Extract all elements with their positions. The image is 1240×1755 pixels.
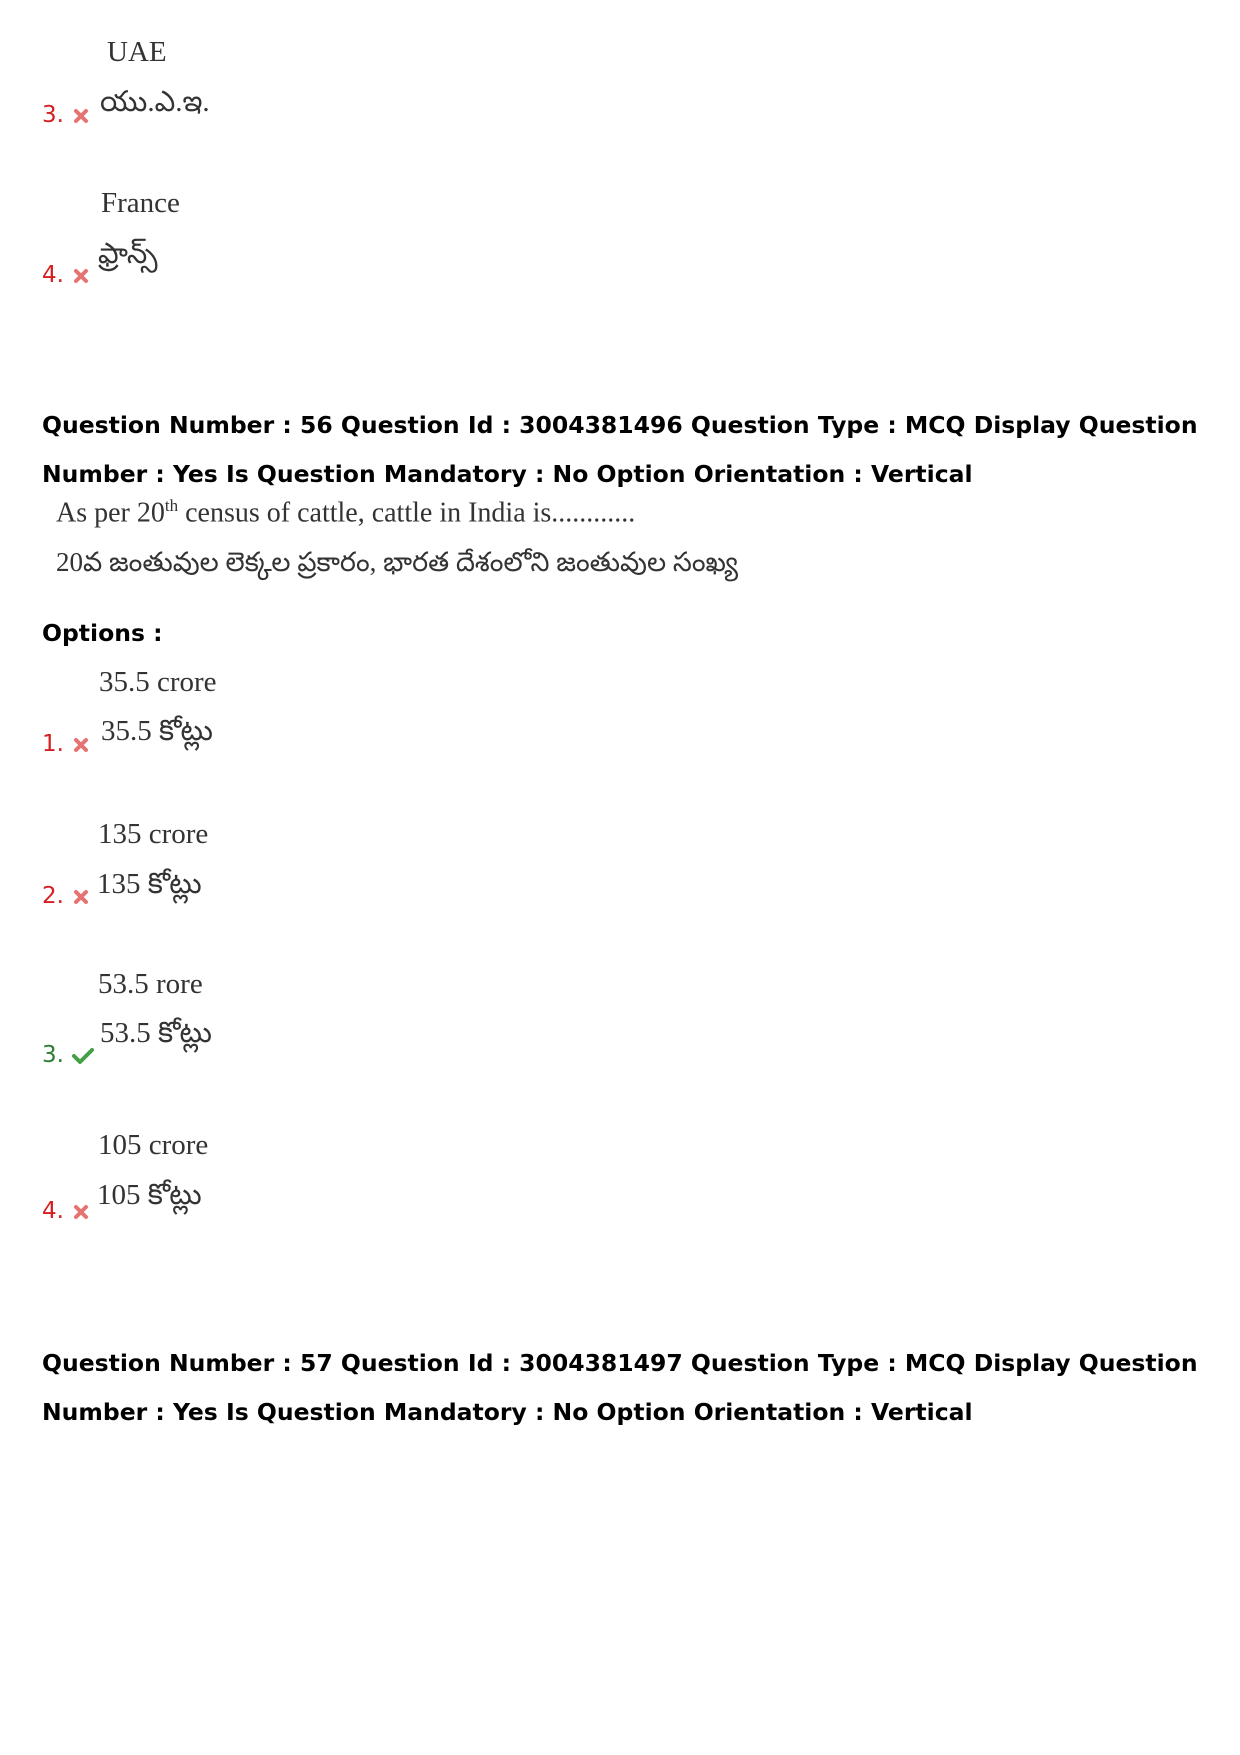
option-number: 3. [42, 102, 64, 128]
question-56-meta-line1: Question Number : 56 Question Id : 3004381496 Question Type : MCQ Display Question [42, 411, 1198, 439]
question-56-text-english [56, 496, 635, 529]
option-4-telugu: ఫ్రాన్స్ [98, 238, 158, 270]
option-3-english: UAE [107, 36, 167, 68]
option-number: 1. [42, 731, 64, 757]
q56-option-4-telugu: 105 కోట్లు [97, 1179, 202, 1211]
question-text-part: census of cattle, cattle in India is............ [178, 497, 636, 529]
question-56-meta [42, 401, 1198, 499]
q56-option-2-marker [42, 883, 90, 909]
q56-option-1-telugu: 35.5 కోట్లు [101, 715, 213, 747]
question-text-superscript: th [164, 496, 179, 515]
cross-icon [72, 107, 90, 125]
option-number: 4. [42, 262, 64, 288]
q56-option-2-english: 135 crore [98, 818, 209, 850]
question-text-part: As per 20 [56, 497, 165, 529]
q56-option-4-english: 105 crore [98, 1129, 209, 1161]
question-56-text-telugu: 20వ జంతువుల లెక్కల ప్రకారం, భారత దేశంలోని జంతువుల సంఖ్య [56, 547, 738, 577]
checkmark-icon [72, 1047, 94, 1065]
option-3-marker [42, 102, 90, 128]
option-number: 2. [42, 883, 64, 909]
q56-option-1-english: 35.5 crore [99, 666, 217, 698]
question-56-meta-line2: Number : Yes Is Question Mandatory : No Option Orientation : Vertical [42, 460, 973, 488]
q56-option-3-english: 53.5 rore [98, 968, 203, 1000]
option-number: 4. [42, 1198, 64, 1224]
option-4-marker [42, 262, 90, 288]
options-label: Options : [42, 619, 163, 647]
question-57-meta [42, 1339, 1198, 1437]
cross-icon [72, 736, 90, 754]
q56-option-3-telugu: 53.5 కోట్లు [100, 1017, 212, 1049]
cross-icon [72, 1203, 90, 1221]
question-57-meta-line2: Number : Yes Is Question Mandatory : No Option Orientation : Vertical [42, 1398, 973, 1426]
option-3-telugu: యు.ఎ.ఇ. [100, 86, 210, 118]
cross-icon [72, 267, 90, 285]
q56-option-4-marker [42, 1198, 90, 1224]
cross-icon [72, 888, 90, 906]
question-57-meta-line1: Question Number : 57 Question Id : 3004381497 Question Type : MCQ Display Question [42, 1349, 1198, 1377]
q56-option-2-telugu: 135 కోట్లు [97, 868, 202, 900]
q56-option-1-marker [42, 731, 90, 757]
q56-option-3-marker [42, 1042, 94, 1068]
option-4-english: France [101, 187, 180, 219]
option-number: 3. [42, 1042, 64, 1068]
